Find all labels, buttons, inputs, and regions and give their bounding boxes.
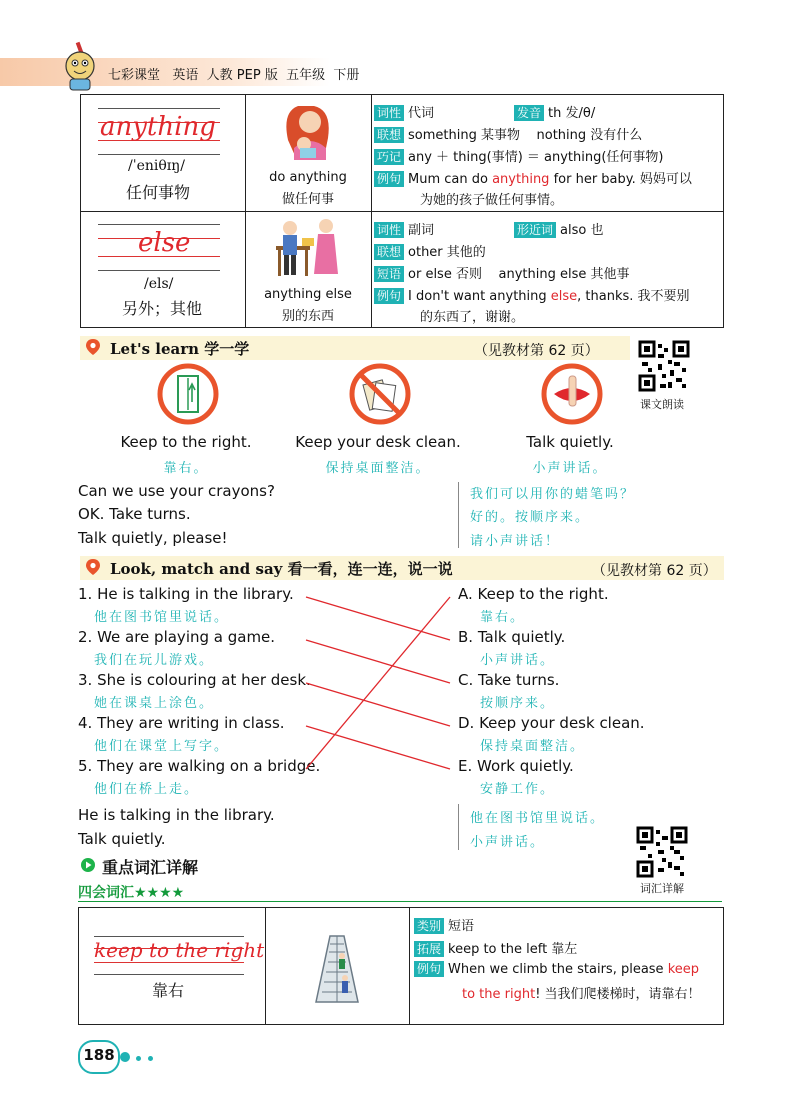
vocab-phonetic: /els/ bbox=[144, 276, 174, 292]
match-line bbox=[306, 597, 450, 769]
example-line-en: Talk quietly. bbox=[78, 830, 166, 848]
match-left-item-cn: 他们在课堂上写字。 bbox=[94, 739, 230, 754]
section-title: Look, match and say 看一看，连一连，说一说 bbox=[110, 560, 453, 578]
qr-code-icon[interactable] bbox=[636, 826, 688, 878]
match-line bbox=[306, 683, 450, 726]
detail-example-line2: to the right! 当我们爬楼梯时，请靠右！ bbox=[462, 987, 701, 1002]
page-dot bbox=[148, 1056, 153, 1061]
illustration-caption-en: do anything bbox=[269, 170, 347, 185]
escalator-illustration bbox=[302, 932, 372, 1004]
vocab-row: 联想 something 某事物 nothing 没有什么 bbox=[374, 124, 642, 143]
match-right-item: E. Work quietly. bbox=[458, 757, 574, 775]
match-right-item: D. Keep your desk clean. bbox=[458, 714, 645, 732]
learn-caption-en: Keep to the right. bbox=[120, 433, 252, 451]
dialog-line-en: Talk quietly, please! bbox=[78, 529, 228, 547]
learn-caption-en: Talk quietly. bbox=[526, 433, 614, 451]
qr-label: 课文朗读 bbox=[640, 398, 684, 411]
vocab-row: 词性 代词 bbox=[374, 102, 434, 121]
match-line bbox=[306, 640, 450, 683]
section-title: Let's learn 学一学 bbox=[110, 340, 250, 358]
match-left-item: 3. She is colouring at her desk. bbox=[78, 671, 311, 689]
match-right-item-cn: 靠右。 bbox=[480, 610, 526, 625]
page-dot bbox=[136, 1056, 141, 1061]
dialog-line-cn: 请小声讲话！ bbox=[470, 534, 561, 549]
learn-caption-cn: 保持桌面整洁。 bbox=[325, 461, 431, 476]
vocab-example-line2: 为她的孩子做任何事情。 bbox=[420, 193, 564, 208]
detail-word: keep to the right bbox=[94, 938, 265, 962]
match-left-item: 5. They are walking on a bridge. bbox=[78, 757, 321, 775]
illustration-caption-cn: 做任何事 bbox=[281, 192, 334, 207]
match-left-item-cn: 我们在玩儿游戏。 bbox=[94, 653, 215, 668]
textbook-ref: （见教材第 62 页） bbox=[474, 343, 599, 359]
match-left-item-cn: 他在图书馆里说话。 bbox=[94, 610, 230, 625]
match-right-item-cn: 保持桌面整洁。 bbox=[480, 739, 586, 754]
vocab-row: 短语 or else 否则 anything else 其他事 bbox=[374, 263, 629, 282]
match-left-item: 4. They are writing in class. bbox=[78, 714, 285, 732]
vocab-row: 词性 副词 bbox=[374, 219, 434, 238]
page-dot bbox=[120, 1052, 130, 1062]
vocab-row: 巧记 any ＋ thing(事情) ＝ anything(任何事物) bbox=[374, 146, 664, 165]
vocab-example: 例句 Mum can do anything for her baby. 妈妈可以 bbox=[374, 168, 692, 187]
header-title: 七彩课堂 英语 人教 PEP 版 五年级 下册 bbox=[108, 68, 360, 83]
subtitle-underline bbox=[78, 901, 722, 902]
example-line-en: He is talking in the library. bbox=[78, 806, 275, 824]
page-number: 188 bbox=[83, 1046, 115, 1064]
vocab-meaning: 任何事物 bbox=[126, 183, 191, 202]
match-right-item: A. Keep to the right. bbox=[458, 585, 609, 603]
vocab-row: 联想 other 其他的 bbox=[374, 241, 486, 260]
example-line-cn: 小声讲话。 bbox=[470, 835, 546, 850]
learn-caption-cn: 靠右。 bbox=[163, 461, 209, 476]
example-line-cn: 他在图书馆里说话。 bbox=[470, 811, 606, 826]
match-left-item: 1. He is talking in the library. bbox=[78, 585, 294, 603]
learn-caption-cn: 小声讲话。 bbox=[532, 461, 608, 476]
match-line bbox=[306, 726, 450, 769]
vocab-phonetic: /ˈeniθɪŋ/ bbox=[128, 158, 185, 174]
vocab-example: 例句 I don't want anything else, thanks. 我不要别 bbox=[374, 285, 690, 304]
match-left-item: 2. We are playing a game. bbox=[78, 628, 276, 646]
vocab-word: else bbox=[138, 228, 191, 258]
detail-title: 重点词汇详解 bbox=[102, 858, 199, 877]
play-icon bbox=[80, 857, 96, 873]
match-left-item-cn: 她在课桌上涂色。 bbox=[94, 696, 215, 711]
divider bbox=[458, 804, 459, 850]
illustration-caption-en: anything else bbox=[264, 287, 352, 302]
match-line bbox=[306, 597, 450, 640]
match-right-item: B. Talk quietly. bbox=[458, 628, 566, 646]
illustration-caption-cn: 别的东西 bbox=[281, 309, 334, 324]
vocab-word: anything bbox=[100, 112, 216, 142]
vocab-example-line2: 的东西了，谢谢。 bbox=[420, 310, 525, 325]
match-right-item: C. Take turns. bbox=[458, 671, 560, 689]
vocab-row: 发音 th 发/θ/ bbox=[514, 102, 595, 121]
match-right-item-cn: 按顺序来。 bbox=[480, 696, 556, 711]
learn-caption-en: Keep your desk clean. bbox=[295, 433, 461, 451]
dialog-line-cn: 我们可以用你的蜡笔吗？ bbox=[470, 487, 636, 502]
dialog-line-en: OK. Take turns. bbox=[78, 505, 191, 523]
detail-example: 例句 When we climb the stairs, please keep bbox=[414, 961, 699, 977]
detail-row: 拓展 keep to the left 靠左 bbox=[414, 938, 577, 957]
vocab-meaning: 另外；其他 bbox=[122, 299, 203, 318]
match-left-item-cn: 他们在桥上走。 bbox=[94, 782, 200, 797]
detail-subtitle: 四会词汇★★★★ bbox=[78, 885, 185, 901]
textbook-ref: （见教材第 62 页） bbox=[592, 563, 717, 579]
match-right-item-cn: 安静工作。 bbox=[480, 782, 556, 797]
detail-meaning: 靠右 bbox=[152, 981, 185, 1000]
dialog-line-cn: 好的。按顺序来。 bbox=[470, 510, 591, 525]
detail-row: 类别 短语 bbox=[414, 915, 474, 934]
dialog-line-en: Can we use your crayons? bbox=[78, 482, 275, 500]
match-right-item-cn: 小声讲话。 bbox=[480, 653, 556, 668]
vocab-row: 形近词 also 也 bbox=[514, 219, 603, 238]
qr-label: 词汇详解 bbox=[640, 882, 684, 895]
